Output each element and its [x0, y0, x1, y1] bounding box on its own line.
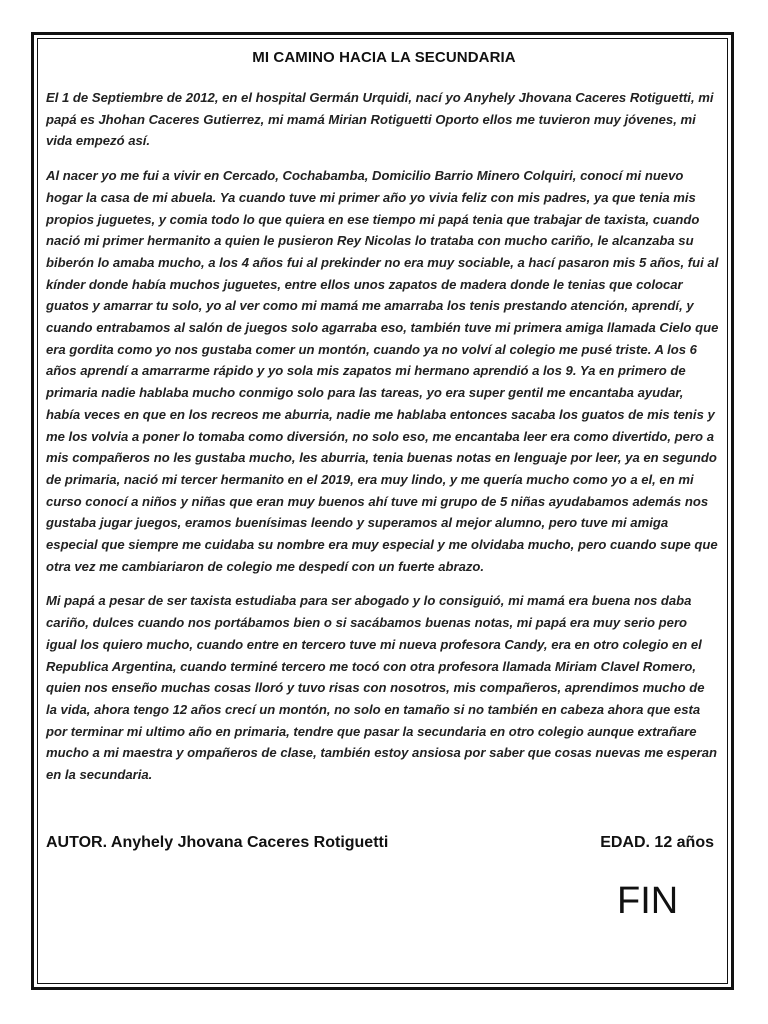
- document-body: [46, 87, 719, 794]
- author-name: AUTOR. Anyhely Jhovana Caceres Rotiguetti: [46, 834, 389, 851]
- ending-text: FIN: [617, 880, 679, 922]
- author-age: EDAD. 12 años: [600, 834, 714, 851]
- paragraph-present: Mi papá a pesar de ser taxista estudiaba para ser abogado y lo consiguió, mi mamá era buena nos daba cariño, dulces cuando nos portábamos bien o si sacábamos buenas notas, mi papá era muy serio pero igual los quiero mucho, cuando entre en tercero tuve mi nueva profesora Candy, era en otro colegio en el Republica Argentina, cuando terminé tercero me tocó con otra profesora llamada Miriam Clavel Romero, quien nos enseño muchas cosas lloró y tuvo risas con nosotros, mis compañeros, aprendimos mucho de la vida, ahora tengo 12 años crecí un montón, no solo en tamaño si no también en cabeza ahora que esta por terminar mi ultimo año en primaria, tendre que pasar la secundaria en otro colegio aunque extrañare mucho a mi maestra y ompañeros de clase, también estoy ansiosa por saber que cosas nuevas me esperan en la secundaria.: [46, 593, 717, 783]
- author-line: [46, 834, 714, 852]
- paragraph-childhood: Al nacer yo me fui a vivir en Cercado, Cochabamba, Domicilio Barrio Minero Colquiri, conocí mi nuevo hogar la casa de mi abuela. Ya cuando tuve mi primer año yo vivia feliz con mis padres, ya que tenia mis propios juguetes, y comia todo lo que quiera en ese tiempo mi papá tenia que trabajar de taxista, cuando nació mi primer hermanito a quien le pusieron Rey Nicolas lo trataba con mucho cariño, le alcanzaba su biberón lo amaba mucho, a los 4 años fui al prekinder no era muy sociable, a hací pasaron mis 5 años, fui al kínder donde había muchos juguetes, entre ellos unos zapatos de madera donde le tenias que colocar guatos y amarrar tu solo, yo al ver como mi mamá me amarraba los tenis prestando atención, aprendí, y cuando entrabamos al salón de juegos solo agarraba eso, también tuve mi primera amiga llamada Cielo que era gordita como yo nos gustaba comer un montón, cuando ya no volví al colegio me pusé triste. A los 6 años aprendí a amarrarme rápido y yo sola mis zapatos mi hermano aprendió a los 9. Ya en primero de primaria nadie hablaba mucho conmigo solo para las tareas, yo era super gentil me encantaba ayudar, había veces en que en los recreos me aburria, nadie me hablaba entonces sacaba los guatos de mis tenis y me los volvia a poner lo tomaba como diversión, no solo eso, me encantaba leer era como divertido, pero a mis compañeros no les gustaba mucho, les aburria, tenia buenas notas en lenguaje por leer, ya en segundo de primaria, nació mi tercer hermanito en el 2019, era muy lindo, y me quería mucho como yo a el, en mi curso conocí a niños y niñas que eran muy buenos ahí tuve mi grupo de 5 niñas ayudabamos además nos gustaba jugar juegos, eramos buenísimas leendo y superamos al mejor alumno, pero tuve mi amiga especial que siempre me cuidaba su nombre era muy especial y me olvidaba mucho, pero cuando supe que otra vez me cambiariaron de colegio me despedí con un fuerte abrazo.: [46, 168, 719, 574]
- document-title: MI CAMINO HACIA LA SECUNDARIA: [252, 49, 516, 66]
- paragraph-birth: El 1 de Septiembre de 2012, en el hospital Germán Urquidi, nací yo Anyhely Jhovana Caceres Rotiguetti, mi papá es Jhohan Caceres Gutierrez, mi mamá Mirian Rotiguetti Oporto ellos me tuvieron muy jóvenes, mi vida empezó así.: [46, 90, 714, 149]
